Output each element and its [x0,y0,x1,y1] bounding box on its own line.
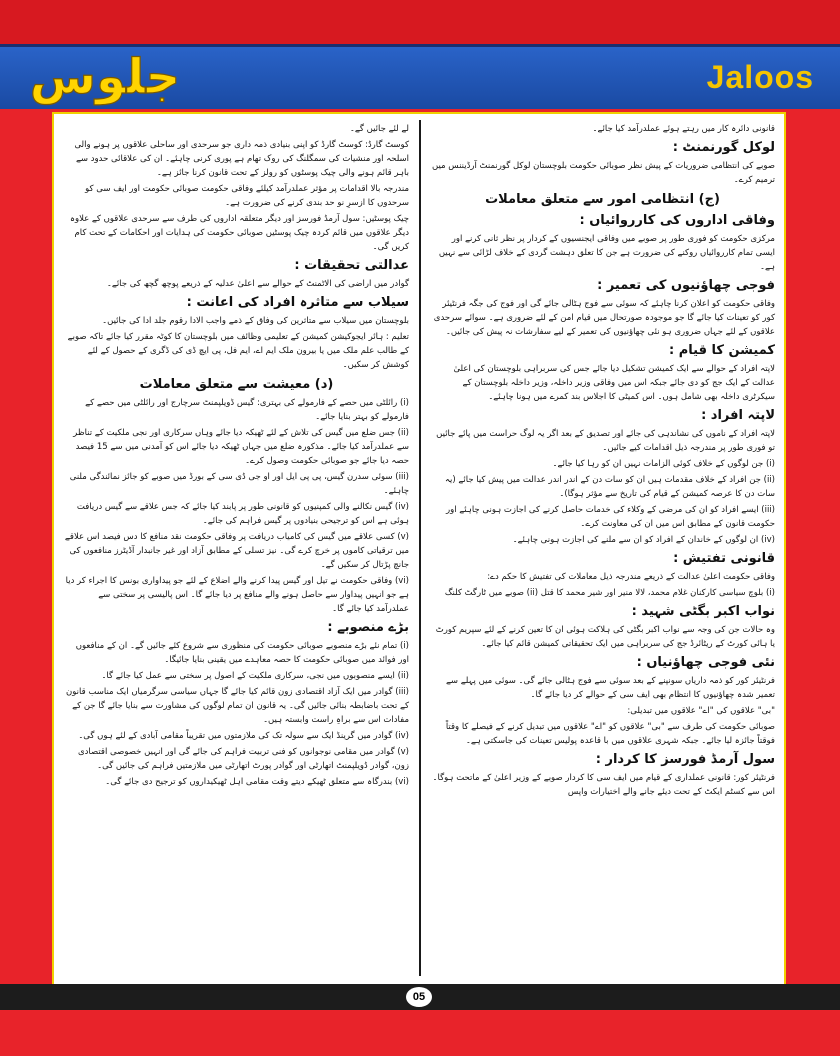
section-heading: (د) معیشت سے متعلق معاملات [139,377,334,392]
section-heading: نواب اکبر بگٹی شہید : [631,604,775,619]
paragraph: "بی" علاقوں کی "اے" علاقوں میں تبدیلی: [627,706,775,716]
section-heading: بڑے منصوبے : [327,620,409,635]
footer-band [0,984,840,1010]
masthead [0,47,840,109]
paragraph: (ii) جس ضلع میں گیس کی تلاش کے لئے ٹھیکہ دیا جائے وہاں سرکاری اور نجی ملکیت کے تناظر سے عملدرآمد کیا جائے۔ مذکورہ ضلع میں جہاں ٹھیکہ دیا جائے اس کو آمدنی میں سے 15 فیصد حصہ دیا جائے جو صوبائی حکومت وصول کرے۔ [73,428,409,466]
paragraph: (ii) ایسے منصوبوں میں نجی، سرکاری ملکیت کے اصول پر سختی سے عمل کیا جائے گا۔ [101,671,409,681]
section-heading: (ج) انتظامی امور سے متعلق معاملات [485,192,720,207]
paragraph: مرکزی حکومت کو فوری طور پر صوبے میں وفاقی ایجنسیوں کے کردار پر نظر ثانی کرنے اور ایسی تمام کارروائیاں روکنے کی ضرورت ہے جن کا تعلق دہشت گردی کے خلاف لڑائی سے نہیں ہے۔ [438,234,775,272]
brand-title: Jaloos [706,59,814,95]
left-column [64,122,409,791]
footer [0,984,840,1056]
section-heading: فوجی چھاؤنیوں کی تعمیر : [597,278,775,293]
paragraph: (v) کسی علاقے میں گیس کی کامیاب دریافت پر وفاقی حکومت نقد منافع کا دس فیصد اس علاقے میں ترقیاتی کاموں پر خرچ کرے گی۔ نیز تسلی کے مطابق آزاد اور غیر جانبدار آڈیٹرز منافعوں کی جانچ پڑتال کر سکیں گے۔ [64,532,409,570]
logo-text: جلوس [29,49,181,105]
paragraph: (i) بلوچ سیاسی کارکنان غلام محمد، لالا منیر اور شیر محمد کا قتل (ii) صوبے میں ٹارگٹ کلنگ [444,588,775,598]
paragraph: مندرجہ بالا اقدامات پر مؤثر عملدرآمد کیلئے وفاقی حکومت صوبائی حکومت اور ایف سی کو سرحدوں کا ازسرِ نو حد بندی کرنے کی ضرورت ہے۔ [85,184,409,208]
right-column [430,122,775,801]
paragraph: وفاقی حکومت اعلیٰ عدالت کے ذریعے مندرجہ ذیل معاملات کی تفتیش کا حکم دے: [487,572,775,582]
paragraph: (iii) سوئی سدرن گیس، پی پی ایل اور او جی ڈی سی کے بورڈ میں صوبے کو جائز نمائندگی ملنی چاہئے۔ [69,472,409,496]
paragraph: فرنٹیئر کور: قانونی عملداری کے قیام میں ایف سی کا کردار صوبے کے وزیر اعلیٰ کے ماتحت ہوگا۔ اس سے کسٹم ایکٹ کے تحت دیئے جانے والے اختیارات واپس [432,773,775,797]
section-heading: کمیشن کا قیام : [669,343,775,358]
paragraph: (vi) وفاقی حکومت نے تیل اور گیس پیدا کرنے والے اضلاع کے لئے جو پیداواری بونس کا اجراء کر دیا ہے جو انہیں پیداوار سے حاصل ہونے والے منافع پر دیا جائے گا۔ اس پالیسی پر سختی سے عملدرآمد کیا جائے گا۔ [65,576,409,614]
jaloos-logo-icon [29,41,181,111]
paragraph: (i) رائلٹی میں حصے کے فارمولے کی بہتری: گیس ڈویلپمنٹ سرچارج اور رائلٹی میں حصے کے فارمولے کو بہتر بنایا جائے۔ [85,398,409,422]
paragraph: (iii) ایسے افراد کو ان کی مرضی کے وکلاء کی خدمات حاصل کرنے کی اجازت ہونی چاہئے اور حکومت قانون کے مطابق اس میں ان کی معاونت کرے۔ [446,505,775,529]
section-heading: عدالتی تحقیقات : [294,258,409,273]
paragraph: لے لئے جائیں گے۔ [349,124,409,134]
paragraph: (iv) گوادر میں گرینڈ ایک سے سولہ تک کی ملازمتوں میں تقریباً مقامی آبادی کے لئے ہوں گی۔ [78,731,409,741]
paragraph: (iv) گیس نکالنے والی کمپنیوں کو قانونی طور پر پابند کیا جائے کہ جس علاقے سے گیس دریافت ہوئی ہے اس کو ترجیحی بنیادوں پر گیس فراہم کی جائے۔ [76,502,409,526]
paragraph: چیک پوسٹیں: سول آرمڈ فورسز اور دیگر متعلقہ اداروں کی طرف سے سرحدی علاقوں کے علاوہ دیگر علاقوں میں قائم کردہ چیک پوسٹیں صوبائی حکومت کی ہدایات اور احکامات کے تحت کام کریں گی۔ [70,214,409,252]
paragraph: صوبائی حکومت کی طرف سے "بی" علاقوں کو "اے" علاقوں میں تبدیل کرنے کے فیصلے کا وقتاً فوقتاً جائزہ لیا جائے۔ جبکہ شہری علاقوں میں با قاعدہ پولیس تعینات کی جاسکتی ہے۔ [445,722,775,746]
paragraph: فرنٹیئر کور کو ذمہ داریاں سونپنے کے بعد سوئی سے فوج ہٹالی جائے گی۔ سوئی میں پہلے سے تعمیر شدہ چھاؤنیوں کا انتظام بھی ایف سی کے حوالے کر دیا جائے گا۔ [445,676,775,700]
section-heading: قانونی تفتیش : [673,551,775,566]
paragraph: (iii) گوادر میں ایک آزاد اقتصادی زون قائم کیا جائے گا جہاں سیاسی سرگرمیاں ایک مناسب قانون کے تحت باضابطہ بنائی جائیں گی۔ یہ قانون ان تمام لوگوں کی مشاورت سے بنایا جائے گا جن کے مفادات اس سے براہِ راست وابستہ ہیں۔ [66,687,409,725]
section-heading: لوکل گورنمنٹ : [672,140,775,155]
top-red-bar [0,0,840,44]
paragraph: (ii) جن افراد کے خلاف مقدمات ہیں ان کو سات دن کے اندر اندر عدالت میں پیش کیا جائے (یہ سات دن کا عرصہ کمیشن کے قیام کی تاریخ سے مؤثر ہوگا)۔ [445,475,775,499]
section-heading: سول آرمڈ فورسز کا کردار : [595,752,775,767]
section-heading: وفاقی اداروں کی کارروائیاں : [579,213,775,228]
paragraph: صوبے کی انتظامی ضروریات کے پیش نظر صوبائی حکومت بلوچستان لوکل گورنمنٹ آرڈیننس میں ترمیم کرے۔ [431,161,775,185]
paragraph: لاپتہ افراد کے ناموں کی نشاندہی کی جائے اور تصدیق کے بعد اگر یہ لوگ حراست میں پائے جائیں تو فوری طور پر مندرجہ ذیل اقدامات کیے جائیں۔ [436,429,775,453]
section-heading: لاپتہ افراد : [701,408,775,423]
paragraph: (i) جن لوگوں کے خلاف کوئی الزامات نہیں ان کو رہا کیا جائے۔ [552,459,775,469]
paragraph: تعلیم : ہائر ایجوکیشن کمیشن کے تعلیمی وظائف میں بلوچستان کا کوٹہ مقرر کیا جائے تاکہ صوبے کے طالب علم ملک میں یا بیرون ملک ایم اے، ایم فل، پی ایچ ڈی کی ڈگری کے حصول کے لئے کوشش کر سکیں۔ [67,332,409,370]
paragraph: وفاقی حکومت کو اعلان کرنا چاہئے کہ سوئی سے فوج ہٹالی جائے گی اور فوج کی جگہ فرنٹیئر کور کو تعینات کیا جائے گا جو موجودہ صورتحال میں قیام امن کے لئے ضروری ہے۔ سوائے سرحدی علاقوں کے لئے جہاں ضروری ہو نئی چھاؤنیوں کی تعمیر کے لیے سفارشات نہ پیش کی جائیں۔ [433,299,775,337]
paragraph: گوادر میں اراضی کی الاٹمنٹ کے حوالے سے اعلیٰ عدلیہ کے ذریعے پوچھ گچھ کی جائے۔ [106,279,409,289]
paragraph: (iv) ان لوگوں کے خاندان کے افراد کو ان سے ملنے کی اجازت ہونی چاہئے۔ [512,535,775,545]
column-divider [419,120,421,976]
paragraph: (vi) بندرگاہ سے متعلق ٹھیکے دیتے وقت مقامی اہل ٹھیکیداروں کو ترجیح دی جائے گی۔ [105,777,409,787]
section-heading: نئی فوجی چھاؤنیاں : [636,655,775,670]
paragraph: کوسٹ گارڈ: کوسٹ گارڈ کو اپنی بنیادی ذمہ داری جو سرحدی اور ساحلی علاقوں پر ہونے والی اسلحہ اور منشیات کی سمگلنگ کی روک تھام ہے پوری کرنی چاہئے۔ ان کی علاقائی حدود سے باہر قائم ہونے والی چیک پوسٹوں کو رولز کے تحت قانون کرنا جائز ہے۔ [74,140,409,178]
paragraph: قانونی دائرہ کار میں رہتے ہوئے عملدرآمد کیا جائے۔ [592,124,775,134]
section-heading: سیلاب سے متاثرہ افراد کی اعانت : [186,295,409,310]
paragraph: وہ حالات جن کی وجہ سے نواب اکبر بگٹی کی ہلاکت ہوئی ان کا تعین کرنے کے لئے سپریم کورٹ یا ہائی کورٹ کے ریٹائرڈ جج کی سربراہی میں ایک تحقیقاتی کمیشن قائم کیا جائے۔ [435,625,775,649]
page-number: 05 [406,987,432,1007]
paragraph: لاپتہ افراد کے حوالے سے ایک کمیشن تشکیل دیا جائے جس کی سربراہی بلوچستان کی اعلیٰ عدالت کے ایک جج کو دی جائے جبکہ اس میں وفاقی وزیر داخلہ، وزیر داخلہ بلوچستان کے سیکرٹری داخلہ بھی شامل ہوں۔ اس کمیٹی کا اجلاس بند کمرے میں ہونا چاہئے۔ [453,364,775,402]
paragraph: (i) تمام نئے بڑے منصوبے صوبائی حکومت کی منظوری سے شروع کئے جائیں گے۔ ان کے منافعوں اور فوائد میں صوبائی حکومت کا حصہ معاہدے میں یقینی بنایا جائیگا۔ [75,641,409,665]
article-page [52,112,786,986]
paragraph: (v) گوادر میں مقامی نوجوانوں کو فنی تربیت فراہم کی جائے گی اور انہیں خصوصی اقتصادی زون، گوادر ڈویلپمنٹ اتھارٹی اور گوادر پورٹ اتھارٹی میں ملازمتیں فراہم کی جائیں گی۔ [77,747,409,771]
paragraph: بلوچستان میں سیلاب سے متاثرین کی وفاق کے ذمے واجب الادا رقوم جلد ادا کی جائیں۔ [102,316,409,326]
